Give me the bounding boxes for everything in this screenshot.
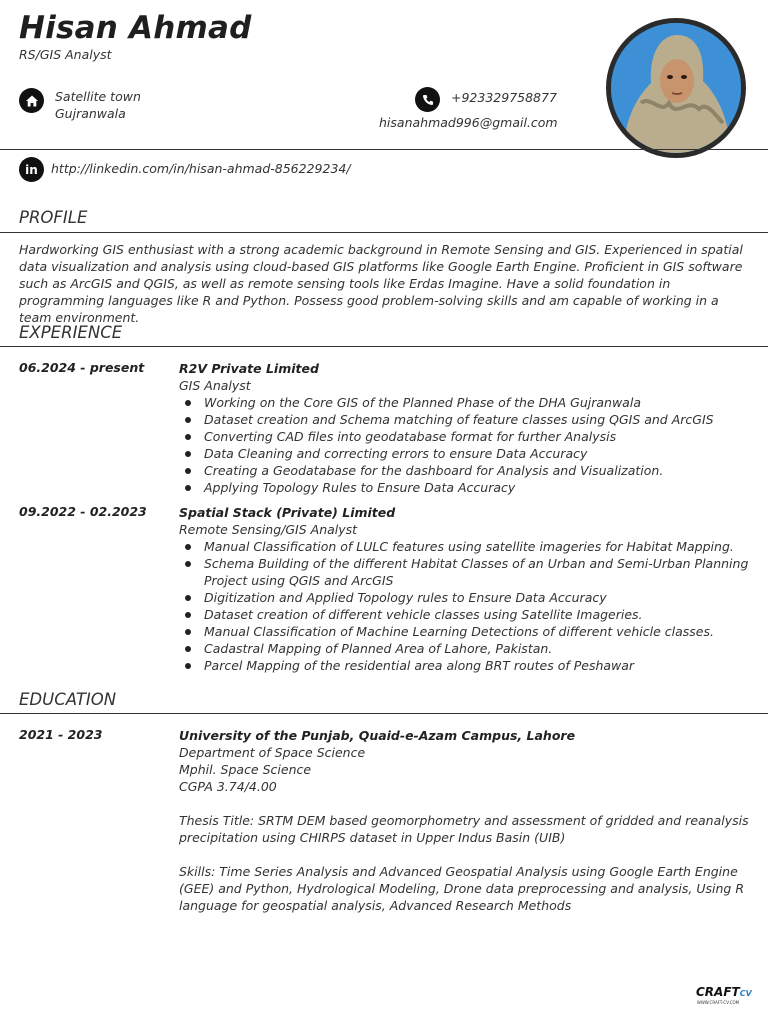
craft-cv-logo (696, 985, 752, 1006)
list-item: Digitization and Applied Topology rules to Ensure Data Accuracy (179, 589, 749, 606)
list-item: Cadastral Mapping of Planned Area of Lahore, Pakistan. (179, 640, 749, 657)
candidate-name: Hisan Ahmad (19, 10, 252, 46)
logo-word: CRAFT (696, 985, 740, 999)
job-1-position: GIS Analyst (179, 378, 251, 393)
job-1-duties (179, 394, 749, 496)
header-divider (0, 149, 768, 150)
list-item: Applying Topology Rules to Ensure Data Accuracy (179, 479, 749, 496)
list-item: Dataset creation and Schema matching of feature classes using QGIS and ArcGIS (179, 411, 749, 428)
list-item: Creating a Geodatabase for the dashboard for Analysis and Visualization. (179, 462, 749, 479)
education-degree: Mphil. Space Science (179, 762, 312, 777)
list-item: Dataset creation of different vehicle classes using Satellite Imageries. (179, 606, 749, 623)
experience-divider (0, 346, 768, 347)
job-2-company: Spatial Stack (Private) Limited (179, 505, 396, 520)
address-line-2: Gujranwala (55, 106, 126, 121)
job-1-company: R2V Private Limited (179, 361, 319, 376)
list-item: Parcel Mapping of the residential area along BRT routes of Peshawar (179, 657, 749, 674)
list-item: Manual Classification of Machine Learning Detections of different vehicle classes. (179, 623, 749, 640)
experience-heading: EXPERIENCE (19, 323, 123, 342)
education-thesis: Thesis Title: SRTM DEM based geomorphometry and assessment of gridded and reanalysis precipitation using CHIRPS dataset in Upper Indus Basin (UIB) (179, 813, 749, 845)
job-2-duties (179, 538, 749, 674)
logo-sub: CV (739, 989, 752, 998)
job-1-dates: 06.2024 - present (19, 360, 145, 375)
phone-number[interactable]: +923329758877 (451, 90, 557, 105)
profile-heading: PROFILE (19, 208, 88, 227)
list-item: Data Cleaning and correcting errors to ensure Data Accuracy (179, 445, 749, 462)
list-item: Converting CAD files into geodatabase format for further Analysis (179, 428, 749, 445)
list-item: Manual Classification of LULC features using satellite imageries for Habitat Mapping. (179, 538, 749, 555)
education-skills: Skills: Time Series Analysis and Advanced Geospatial Analysis using Google Earth Engine (GEE) and Python, Hydrological Modeling, Drone data preprocessing and analysis, Using R language for geospatial analysis, Advanced Research Methods (179, 864, 745, 913)
education-dates: 2021 - 2023 (19, 727, 103, 742)
job-2-dates: 09.2022 - 02.2023 (19, 504, 147, 519)
address-line-1: Satellite town (55, 89, 141, 104)
education-cgpa: CGPA 3.74/4.00 (179, 779, 277, 794)
list-item: Schema Building of the different Habitat Classes of an Urban and Semi-Urban Planning Project using QGIS and ArcGIS (179, 555, 749, 589)
linkedin-icon: in (19, 157, 44, 182)
address (55, 88, 141, 122)
job-1 (179, 360, 749, 496)
education-department: Department of Space Science (179, 745, 366, 760)
profile-photo (606, 18, 746, 158)
profile-divider (0, 232, 768, 233)
education-institution: University of the Punjab, Quaid-e-Azam Campus, Lahore (179, 728, 576, 743)
list-item: Working on the Core GIS of the Planned Phase of the DHA Gujranwala (179, 394, 749, 411)
education-entry (179, 727, 749, 914)
education-heading: EDUCATION (19, 690, 117, 709)
home-icon (19, 88, 44, 113)
candidate-role: RS/GIS Analyst (19, 47, 112, 62)
education-divider (0, 713, 768, 714)
job-2-position: Remote Sensing/GIS Analyst (179, 522, 358, 537)
job-2 (179, 504, 749, 674)
logo-url: WWW.CRAFT-CV.COM (696, 1000, 740, 1005)
profile-summary: Hardworking GIS enthusiast with a strong academic background in Remote Sensing and GIS. Experienced in spatial data visualization and analysis using cloud-based GIS platforms like Google Earth Engine. Proficient in GIS software such as ArcGIS and QGIS, as well as remote sensing tools like Erdas Imagine. Have a solid foundation in programming languages like R and Python. Possess good problem-solving skills and am capable of working in a team environment. (19, 242, 743, 325)
phone-icon (415, 87, 440, 112)
email-address[interactable]: hisanahmad996@gmail.com (379, 115, 558, 130)
linkedin-link[interactable]: http://linkedin.com/in/hisan-ahmad-856229234/ (51, 161, 351, 176)
